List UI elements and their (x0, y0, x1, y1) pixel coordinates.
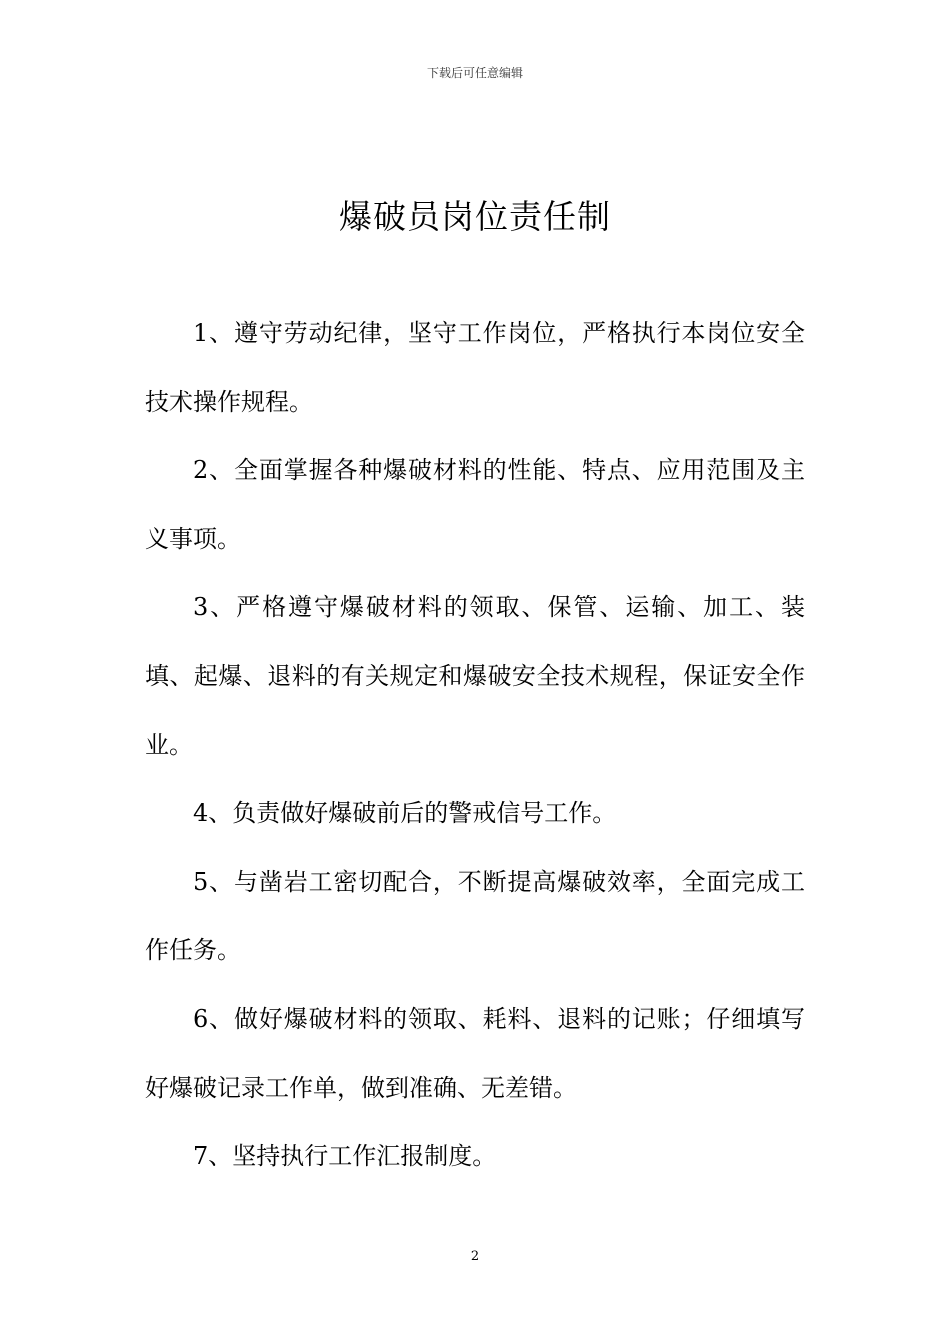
paragraph-4: 4、负责做好爆破前后的警戒信号工作。 (193, 799, 617, 828)
paragraph-2: 2、全面掌握各种爆破材料的性能、特点、应用范围及主义事项。 (145, 456, 805, 553)
page-header-note: 下载后可任意编辑 (426, 66, 523, 80)
paragraph-6: 6、做好爆破材料的领取、耗料、退料的记账；仔细填写好爆破记录工作单，做到准确、无差错。 (145, 1004, 805, 1102)
paragraph-5: 5、与凿岩工密切配合，不断提高爆破效率，全面完成工作任务。 (145, 867, 805, 965)
paragraph-7: 7、坚持执行工作汇报制度。 (193, 1142, 497, 1171)
page-number: 2 (470, 1249, 480, 1264)
paragraph-1: 1、遵守劳动纪律，坚守工作岗位，严格执行本岗位安全技术操作规程。 (145, 319, 805, 416)
document-title: 爆破员岗位责任制 (339, 197, 611, 236)
paragraph-3: 3、严格遵守爆破材料的领取、保管、运输、加工、装填、起爆、退料的有关规定和爆破安全技术规程，保证安全作业。 (145, 593, 805, 759)
document-body (145, 299, 805, 1191)
